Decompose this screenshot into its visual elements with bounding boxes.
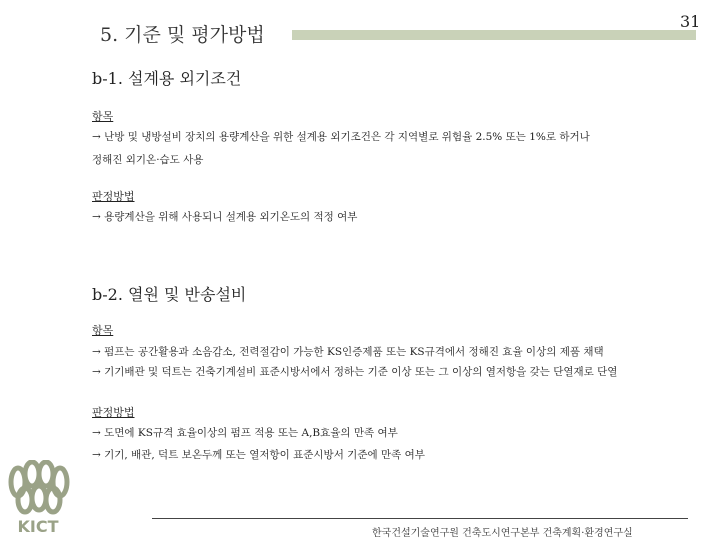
item-label: 항목 xyxy=(92,110,114,123)
logo-text: KICT xyxy=(17,517,59,536)
method-label: 판정방법 xyxy=(92,406,135,419)
item-line: 정해진 외기온·습도 사용 xyxy=(92,154,204,166)
method-line: → 도면에 KS규격 효율이상의 펌프 적용 또는 A,B효율의 만족 여부 xyxy=(92,427,398,439)
item-line: → 난방 및 냉방설비 장치의 용량계산을 위한 설계용 외기조건은 각 지역별로 위험율 2.5% 또는 1%로 하거나 xyxy=(92,131,590,143)
page-title: 5. 기준 및 평가방법 xyxy=(100,24,265,46)
kict-logo xyxy=(6,460,70,536)
header-bar xyxy=(292,30,696,40)
item-line: → 기기배관 및 덕트는 건축기계설비 표준시방서에서 정하는 기준 이상 또는 그 이상의 열저항을 갖는 단열재로 단열 xyxy=(92,366,618,378)
page-number: 31 xyxy=(680,12,701,31)
method-line: → 기기, 배관, 덕트 보온두께 또는 열저항이 표준시방서 기준에 만족 여부 xyxy=(92,449,425,461)
section-heading: b-1. 설계용 외기조건 xyxy=(92,69,242,88)
section-heading: b-2. 열원 및 반송설비 xyxy=(92,285,247,304)
item-label: 항목 xyxy=(92,324,114,337)
footer-rule xyxy=(152,518,688,519)
method-line: → 용량계산을 위해 사용되니 설계용 외기온도의 적정 여부 xyxy=(92,211,358,223)
method-label: 판정방법 xyxy=(92,190,135,203)
item-line: → 펌프는 공간활용과 소음감소, 전력절감이 가능한 KS인증제품 또는 KS규격에서 정해진 효율 이상의 제품 채택 xyxy=(92,346,604,358)
footer-text: 한국건설기술연구원 건축도시연구본부 건축계획·환경연구실 xyxy=(372,528,633,539)
